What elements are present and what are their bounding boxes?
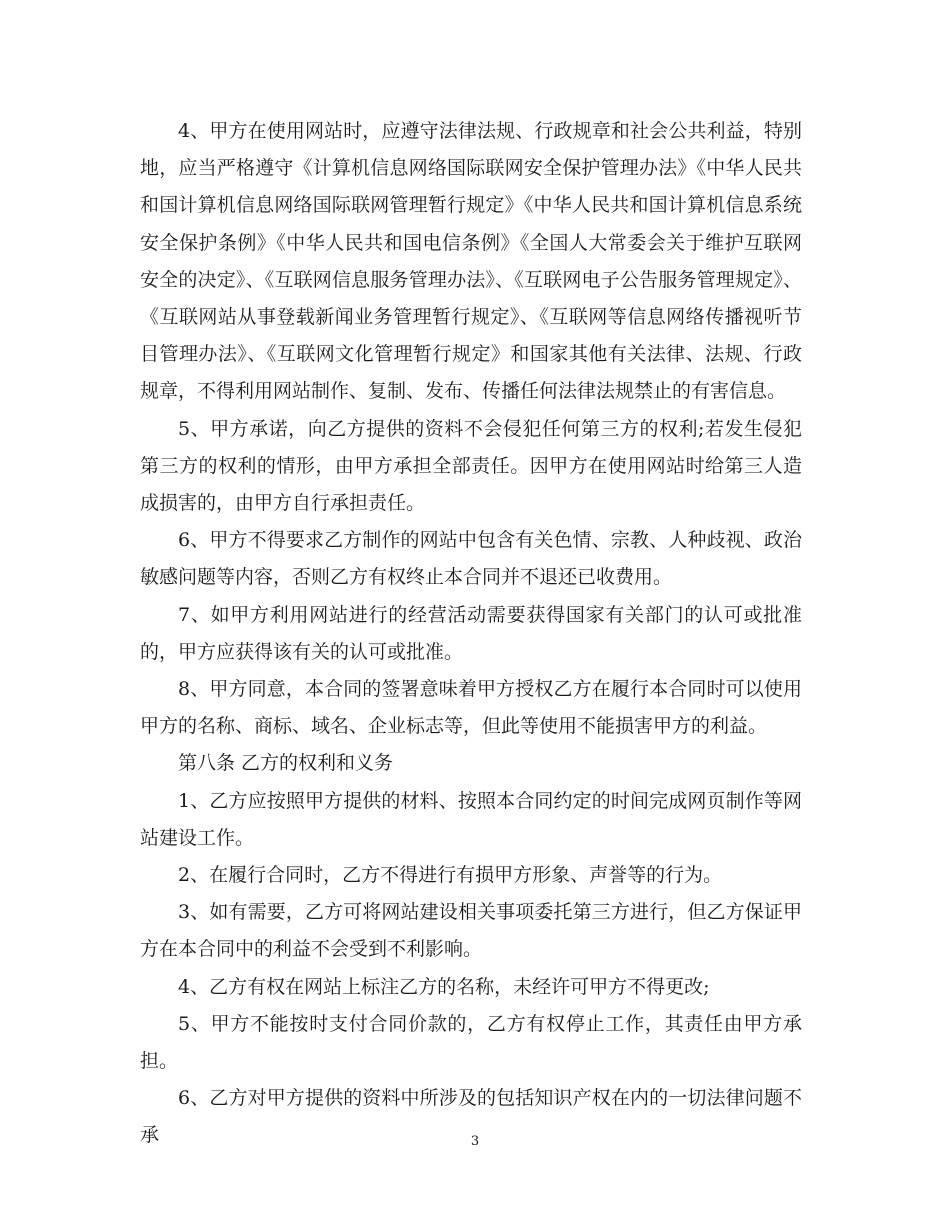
paragraph-yi-right-5: 5、甲方不能按时支付合同价款的，乙方有权停止工作，其责任由甲方承担。 (140, 1012, 802, 1073)
paragraph-jia-obligation-6: 6、甲方不得要求乙方制作的网站中包含有关色情、宗教、人种歧视、政治敏感问题等内容，否则乙方有权终止本合同并不退还已收费用。 (140, 529, 802, 589)
paragraph-jia-obligation-8: 8、甲方同意，本合同的签署意味着甲方授权乙方在履行本合同时可以使用甲方的名称、商标、域名、企业标志等，但此等使用不能损害甲方的利益。 (140, 678, 802, 738)
paragraph-jia-obligation-4: 4、甲方在使用网站时，应遵守法律法规、行政规章和社会公共利益，特别地，应当严格遵守《计算机信息网络国际联网安全保护管理办法》《中华人民共和国计算机信息网络国际联网管理暂行规定》《中华人民共和国计算机信息系统安全保护条例》《中华人民共和国电信条例》《全国人大常委会关于维护互联网安全的决定》、《互联网信息服务管理办法》、《互联网电子公告服务管理规定》、《互联网站从事登载新闻业务管理暂行规定》、《互联网等信息网络传播视听节目管理办法》、《互联网文化管理暂行规定》和国家其他有关法律、法规、行政规章，不得利用网站制作、复制、发布、传播任何法律法规禁止的有害信息。 (140, 120, 802, 403)
paragraph-yi-right-2: 2、在履行合同时，乙方不得进行有损甲方形象、声誉等的行为。 (178, 864, 723, 887)
section-heading-article-8: 第八条 乙方的权利和义务 (178, 752, 394, 775)
paragraph-yi-right-6: 6、乙方对甲方提供的资料中所涉及的包括知识产权在内的一切法律问题不承 (140, 1087, 802, 1147)
paragraph-yi-right-4: 4、乙方有权在网站上标注乙方的名称，未经许可甲方不得更改; (178, 975, 710, 998)
paragraph-jia-obligation-7: 7、如甲方利用网站进行的经营活动需要获得国家有关部门的认可或批准的，甲方应获得该有关的认可或批准。 (140, 603, 802, 663)
page-number: 3 (470, 1134, 480, 1149)
paragraph-yi-right-1: 1、乙方应按照甲方提供的材料、按照本合同约定的时间完成网页制作等网站建设工作。 (140, 789, 802, 849)
paragraph-yi-right-3: 3、如有需要，乙方可将网站建设相关事项委托第三方进行，但乙方保证甲方在本合同中的利益不会受到不利影响。 (140, 901, 802, 961)
document-body (140, 113, 802, 1155)
paragraph-jia-obligation-5: 5、甲方承诺，向乙方提供的资料不会侵犯任何第三方的权利;若发生侵犯第三方的权利的情形，由甲方承担全部责任。因甲方在使用网站时给第三人造成损害的，由甲方自行承担责任。 (140, 417, 802, 515)
